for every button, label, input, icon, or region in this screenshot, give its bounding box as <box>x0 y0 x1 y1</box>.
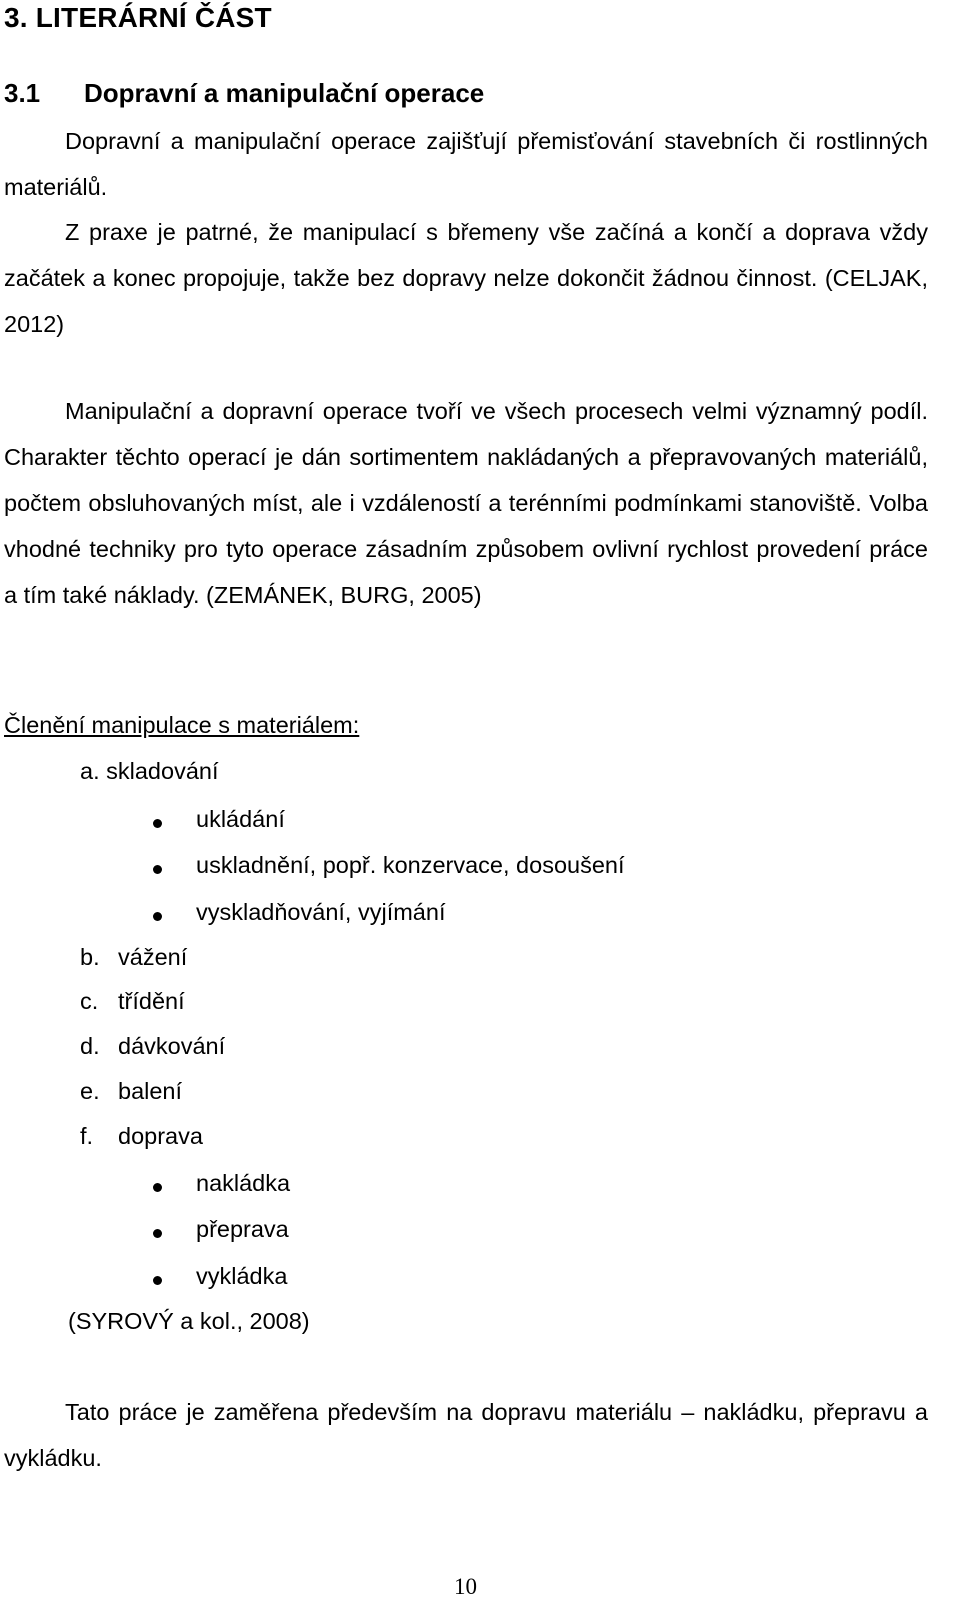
list-letter: e. <box>80 1078 100 1104</box>
list-label: vážení <box>118 944 188 970</box>
paragraph-1: Dopravní a manipulační operace zajišťují přemisťování stavebních či rostlinných materiálů. <box>4 128 928 200</box>
list-label: balení <box>118 1078 183 1104</box>
list-item-c <box>80 988 185 1015</box>
paragraph-3: Manipulační a dopravní operace tvoří ve všech procesech velmi významný podíl. Charakter těchto operací je dán sortimentem nakládaných a přepravovaných materiálů, počtem obsluhovaných míst, ale i vzdáleností a terénními podmínkami stanoviště. Volba vhodné techniky pro tyto operace zásadním způsobem ovlivní rychlost provedení práce a tím také náklady. (ZEMÁNEK, BURG, 2005) <box>4 398 928 608</box>
sub-item-label: vyskladňování, vyjímání <box>196 899 446 925</box>
sub-item-label: vykládka <box>196 1263 288 1289</box>
list-heading: Členění manipulace s materiálem: <box>4 712 360 738</box>
sub-item-label: nakládka <box>196 1170 291 1196</box>
bullet-icon <box>153 819 162 828</box>
list-item-b <box>80 944 187 971</box>
sub-item-label: uskladnění, popř. konzervace, dosoušení <box>196 852 625 878</box>
bullet-icon <box>153 1183 162 1192</box>
list-citation: (SYROVÝ a kol., 2008) <box>68 1308 310 1334</box>
list-label: skladování <box>106 758 219 784</box>
list-label: dávkování <box>118 1033 226 1059</box>
list-label: doprava <box>118 1123 203 1149</box>
list-letter: a. <box>80 758 100 784</box>
page-number: 10 <box>454 1574 477 1599</box>
list-letter: c. <box>80 988 99 1014</box>
bullet-icon <box>153 1229 162 1238</box>
list-item-e <box>80 1078 182 1105</box>
section-number: 3.1 <box>4 78 41 108</box>
list-item-d <box>80 1033 225 1060</box>
section-title: Dopravní a manipulační operace <box>84 78 485 108</box>
list-letter: d. <box>80 1033 100 1059</box>
list-item-a <box>80 758 219 785</box>
paragraph-2: Z praxe je patrné, že manipulací s břemeny vše začíná a končí a doprava vždy začátek a konec propojuje, takže bez dopravy nelze dokončit žádnou činnost. (CELJAK, 2012) <box>4 219 928 337</box>
list-letter: b. <box>80 944 100 970</box>
bullet-icon <box>153 865 162 874</box>
sub-item-label: přeprava <box>196 1216 289 1242</box>
closing-paragraph: Tato práce je zaměřena především na dopravu materiálu – nakládku, přepravu a vykládku. <box>4 1399 928 1471</box>
list-label: třídění <box>118 988 185 1014</box>
list-item-f <box>80 1123 203 1150</box>
list-letter: f. <box>80 1123 94 1149</box>
chapter-title: 3. LITERÁRNÍ ČÁST <box>4 2 272 33</box>
section-heading <box>4 78 484 109</box>
bullet-icon <box>153 912 162 921</box>
sub-item-label: ukládání <box>196 806 285 832</box>
bullet-icon <box>153 1276 162 1285</box>
